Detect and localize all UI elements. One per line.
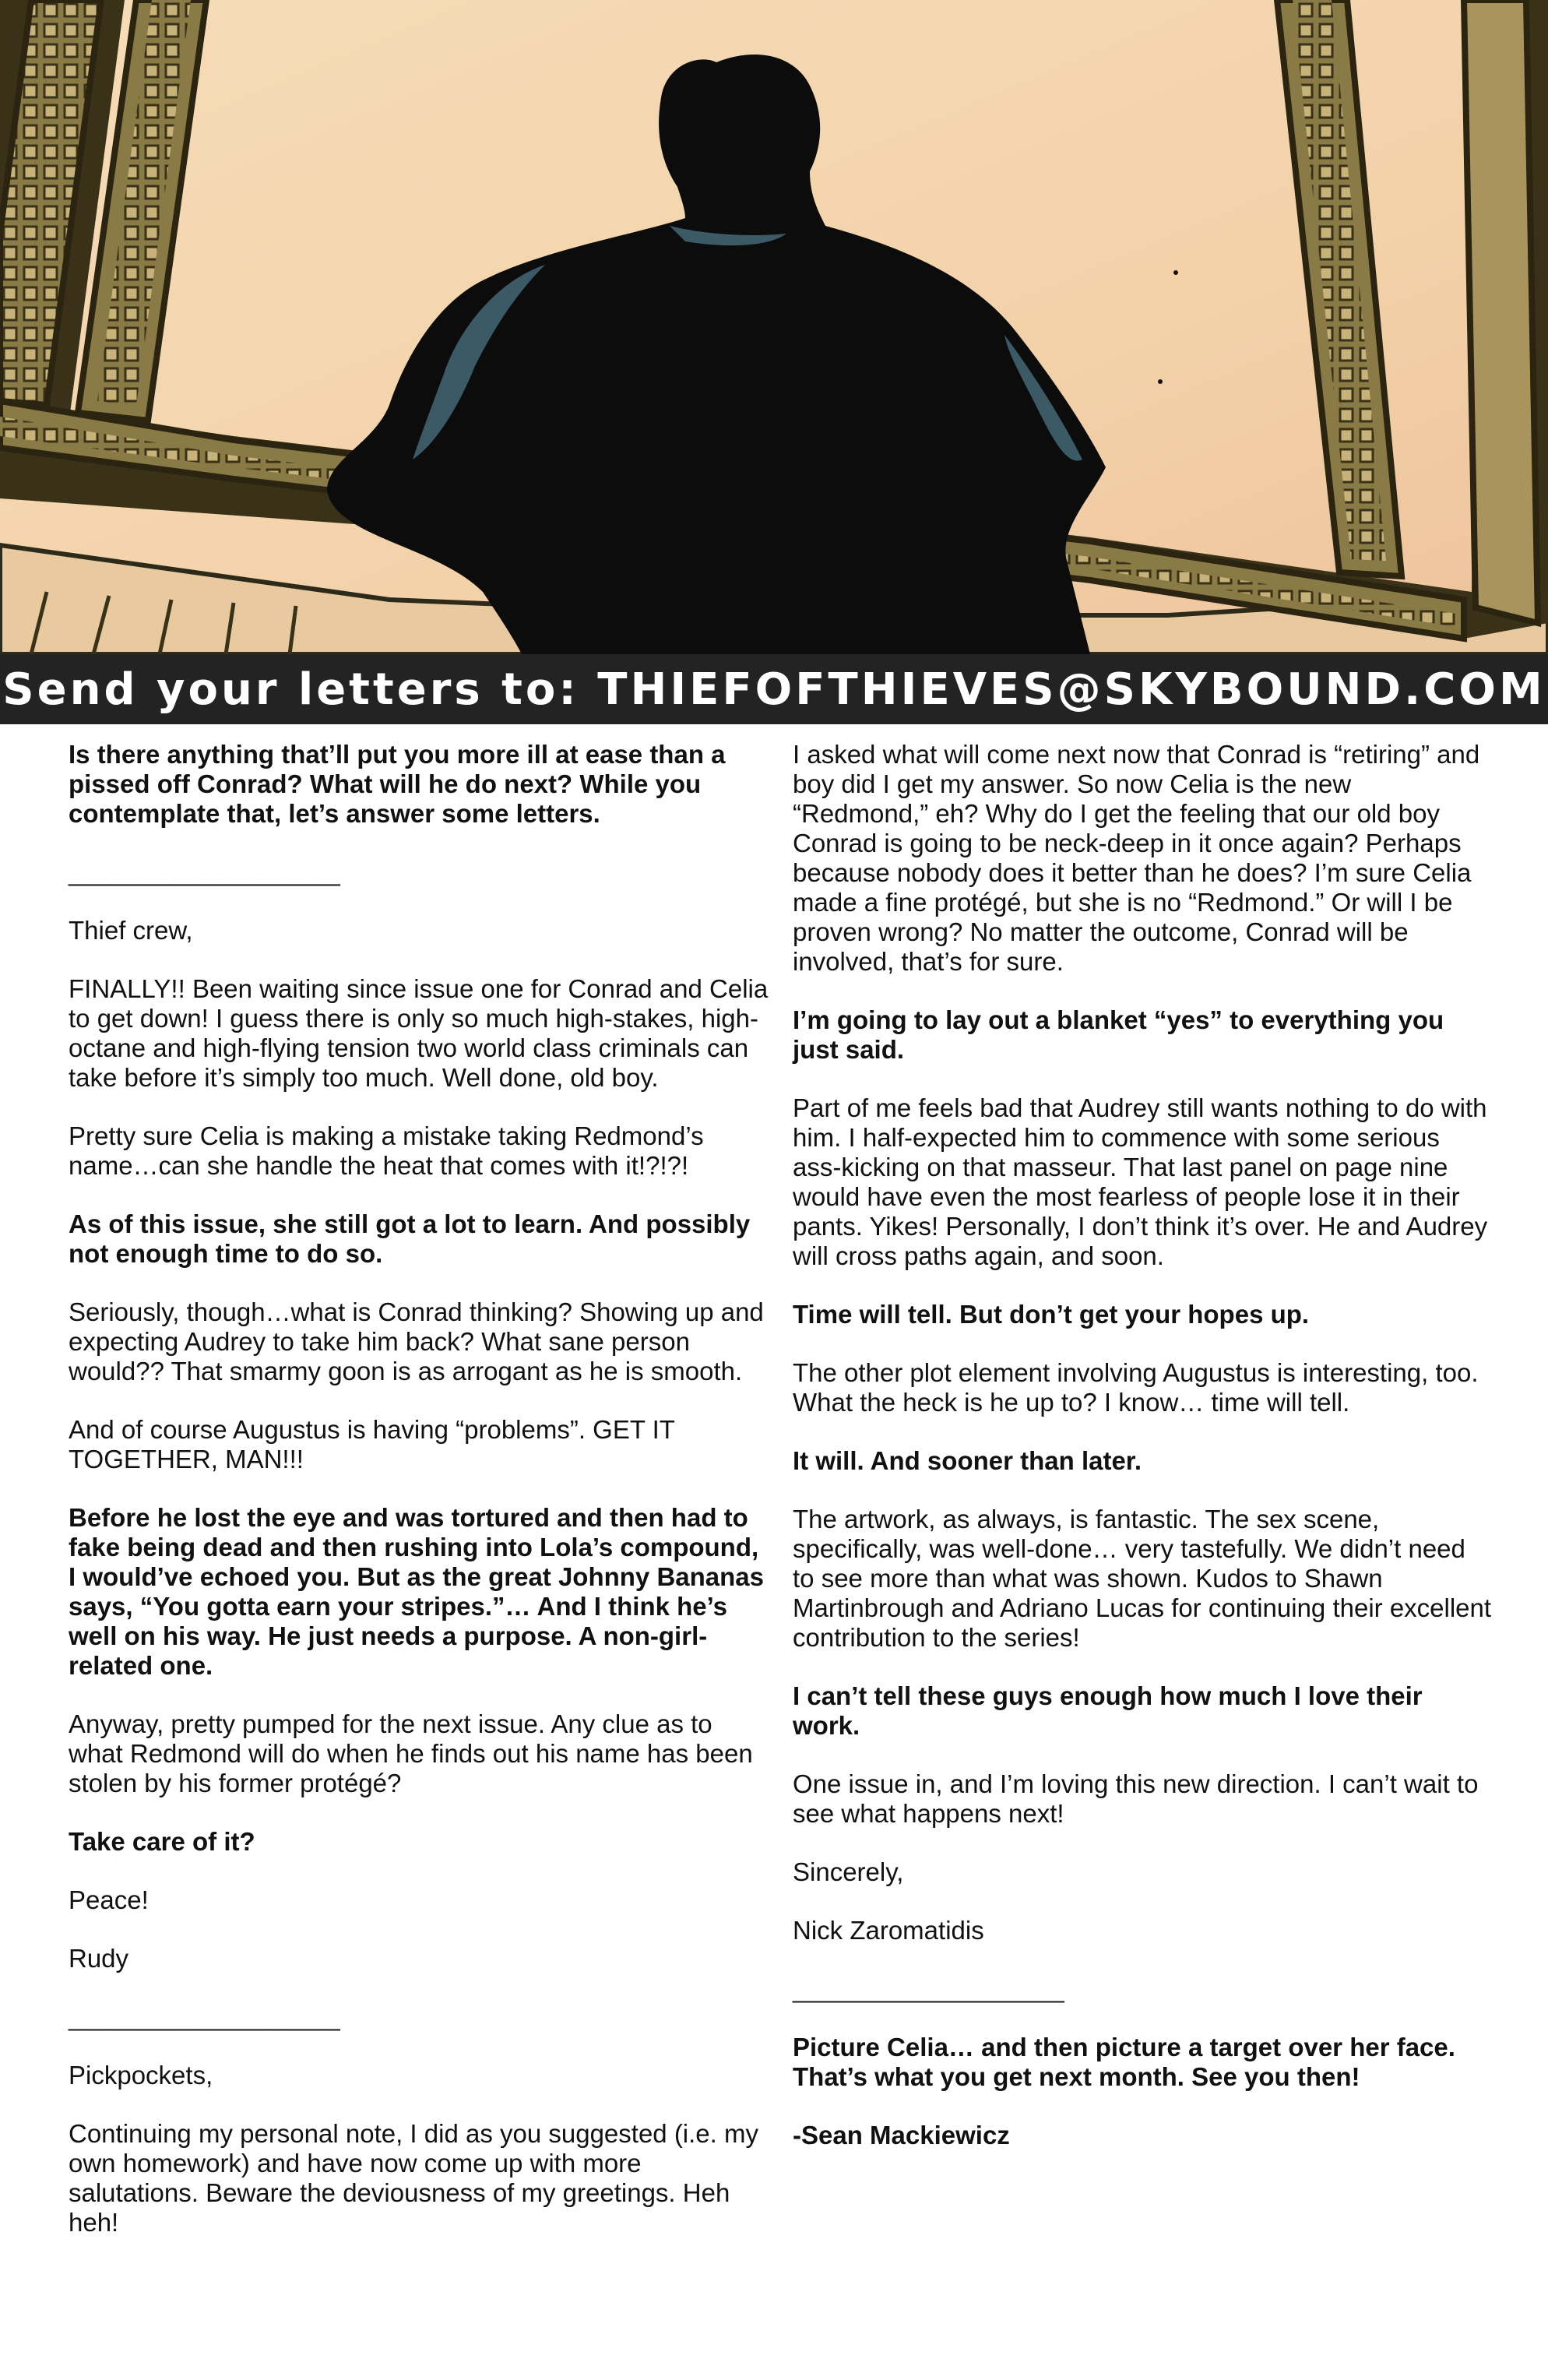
right-column [793, 740, 1493, 2179]
silhouette-man-frame-icon [0, 0, 1548, 654]
letters-banner [0, 654, 1548, 724]
editor-reply: -Sean Mackiewicz [793, 2121, 1010, 2149]
separator-line: ___________________ [793, 1974, 1064, 2003]
editor-reply: I can’t tell these guys enough how much I love their work. [793, 1681, 1423, 1740]
editor-reply: Before he lost the eye and was tortured and then had to fake being dead and then rushing into Lola’s compound, I would’ve echoed you. But as the great Johnny Bananas says, “You gotta earn your stripes.”… And I think he’s well on his way. He just needs a purpose. A non-girl-related one. [69, 1503, 765, 1680]
letter-paragraph: FINALLY!! Been waiting since issue one for Conrad and Celia to get down! I guess there is only so much high-stakes, high-octane and high-flying tension two world class criminals can take before it’s simply too much. Well done, old boy. [69, 974, 769, 1092]
letter-paragraph: Seriously, though…what is Conrad thinking? Showing up and expecting Audrey to take him back? What sane person would?? That smarmy goon is as arrogant as he is smooth. [69, 1297, 764, 1385]
letter-paragraph: Continuing my personal note, I did as you suggested (i.e. my own homework) and have now come up with more salutations. Beware the deviousness of my greetings. Heh heh! [69, 2119, 758, 2237]
editor-reply: I’m going to lay out a blanket “yes” to everything you just said. [793, 1005, 1444, 1064]
left-column [69, 740, 769, 2266]
letter-paragraph: And of course Augustus is having “problems”. GET IT TOGETHER, MAN!!! [69, 1415, 675, 1473]
letter-paragraph: I asked what will come next now that Conrad is “retiring” and boy did I get my answer. So now Celia is the new “Redmond,” eh? Why do I get the feeling that our old boy Conrad is going to be neck-deep in it once again? Perhaps because nobody does it better than he does? I’m sure Celia made a fine protégé, but she is no “Redmond.” Or will I be proven wrong? No matter the outcome, Conrad will be involved, that’s for sure. [793, 740, 1480, 976]
editor-reply: Picture Celia… and then picture a target over her face. That’s what you get next month. See you then! [793, 2033, 1455, 2091]
letter-paragraph: Nick Zaromatidis [793, 1916, 984, 1945]
separator-line: ___________________ [69, 2002, 340, 2031]
letter-paragraph: Part of me feels bad that Audrey still wants nothing to do with him. I half-expected him to commence with some serious ass-kicking on that masseur. That last panel on page nine would have even the most fearless of people lose it in their pants. Yikes! Personally, I don’t think it’s over. He and Audrey will cross paths again, and soon. [793, 1093, 1488, 1270]
letters-columns [0, 740, 1548, 2360]
letter-paragraph: Thief crew, [69, 916, 193, 945]
editor-reply: Is there anything that’ll put you more ill at ease than a pissed off Conrad? What will he do next? While you contemplate that, let’s answer some letters. [69, 740, 726, 828]
letter-paragraph: Pretty sure Celia is making a mistake taking Redmond’s name…can she handle the heat that comes with it!?!?! [69, 1121, 704, 1180]
letter-paragraph: Rudy [69, 1944, 129, 1973]
letter-paragraph: Sincerely, [793, 1857, 904, 1886]
letter-paragraph: One issue in, and I’m loving this new direction. I can’t wait to see what happens next! [793, 1769, 1479, 1828]
header-illustration [0, 0, 1548, 654]
letter-paragraph: Anyway, pretty pumped for the next issue. Any clue as to what Redmond will do when he finds out his name has been stolen by his former protégé? [69, 1709, 753, 1797]
letter-paragraph: Peace! [69, 1885, 149, 1914]
letter-paragraph: The other plot element involving Augustus is interesting, too. What the heck is he up to? I know… time will tell. [793, 1358, 1479, 1417]
letter-paragraph: The artwork, as always, is fantastic. The sex scene, specifically, was well-done… very tastefully. We didn’t need to see more than what was shown. Kudos to Shawn Martinbrough and Adriano Lucas for continuing their excellent contribution to the series! [793, 1505, 1492, 1652]
separator-line: ___________________ [69, 857, 340, 886]
letter-paragraph: Pickpockets, [69, 2061, 213, 2090]
editor-reply: It will. And sooner than later. [793, 1446, 1142, 1475]
editor-reply: Time will tell. But don’t get your hopes up. [793, 1300, 1310, 1329]
editor-reply: Take care of it? [69, 1827, 255, 1856]
editor-reply: As of this issue, she still got a lot to learn. And possibly not enough time to do so. [69, 1209, 751, 1268]
banner-text: Send your letters to: THIEFOFTHIEVES@SKYBOUND.COM [2, 664, 1546, 715]
